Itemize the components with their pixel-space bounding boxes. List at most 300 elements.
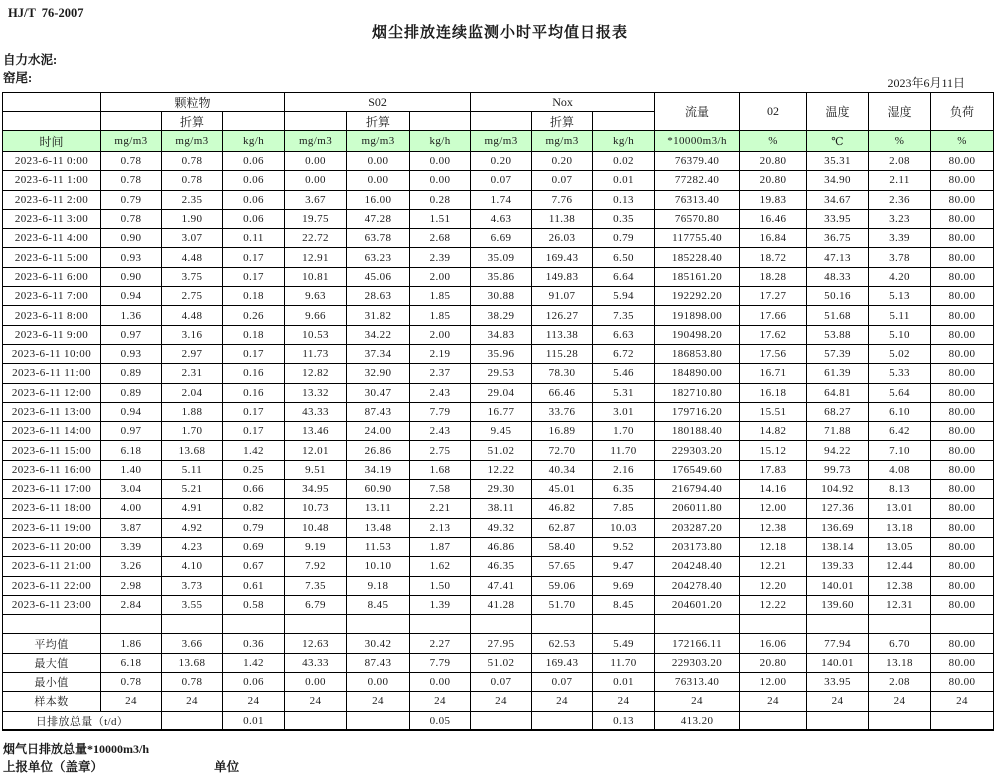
value-cell: 0.01	[223, 711, 285, 730]
value-cell: 80.00	[931, 171, 994, 190]
value-cell: 9.52	[593, 537, 655, 556]
value-cell: 6.42	[869, 422, 931, 441]
value-cell: 0.20	[532, 152, 593, 171]
value-cell: 0.82	[223, 499, 285, 518]
value-cell: 80.00	[931, 576, 994, 595]
value-cell: 5.46	[593, 364, 655, 383]
value-cell: 80.00	[931, 344, 994, 363]
value-cell: 5.11	[162, 460, 223, 479]
header-humidity: 湿度	[869, 93, 931, 131]
value-cell	[807, 711, 869, 730]
header-row-groups	[3, 93, 994, 112]
empty-cell	[593, 615, 655, 634]
value-cell: 203173.80	[655, 537, 740, 556]
value-cell: 2.97	[162, 344, 223, 363]
value-cell: 0.78	[101, 152, 162, 171]
daily-total-row	[3, 711, 994, 730]
value-cell: 80.00	[931, 325, 994, 344]
value-cell: 12.21	[740, 557, 807, 576]
value-cell: 12.22	[740, 595, 807, 614]
value-cell: 7.10	[869, 441, 931, 460]
value-cell: 51.02	[471, 653, 532, 672]
value-cell: 29.04	[471, 383, 532, 402]
value-cell: 51.68	[807, 306, 869, 325]
value-cell: 0.17	[223, 402, 285, 421]
value-cell: 11.53	[347, 537, 410, 556]
value-cell: 2.00	[410, 325, 471, 344]
time-cell: 2023-6-11 12:00	[3, 383, 101, 402]
value-cell: 72.70	[532, 441, 593, 460]
value-cell: 76313.40	[655, 190, 740, 209]
value-cell: 0.06	[223, 152, 285, 171]
value-cell: 45.06	[347, 267, 410, 286]
time-cell: 2023-6-11 8:00	[3, 306, 101, 325]
value-cell: 1.40	[101, 460, 162, 479]
value-cell: 4.48	[162, 306, 223, 325]
value-cell: 169.43	[532, 653, 593, 672]
value-cell: 16.06	[740, 634, 807, 653]
time-cell: 2023-6-11 16:00	[3, 460, 101, 479]
report-unit-label: 上报单位（盖章）	[3, 760, 104, 774]
value-cell: 24	[593, 692, 655, 711]
value-cell: 0.90	[101, 267, 162, 286]
value-cell: 80.00	[931, 248, 994, 267]
value-cell: 1.86	[101, 634, 162, 653]
daily-total-label: 日排放总量（t/d）	[3, 711, 162, 730]
value-cell: 2.43	[410, 383, 471, 402]
value-cell: 0.13	[593, 711, 655, 730]
value-cell: 0.90	[101, 229, 162, 248]
value-cell: 0.00	[285, 673, 347, 692]
unit-cell: %	[869, 131, 931, 152]
value-cell: 6.70	[869, 634, 931, 653]
value-cell: 3.73	[162, 576, 223, 595]
value-cell: 6.79	[285, 595, 347, 614]
empty-cell	[807, 615, 869, 634]
value-cell: 11.38	[532, 209, 593, 228]
value-cell: 10.73	[285, 499, 347, 518]
value-cell: 12.18	[740, 537, 807, 556]
value-cell: 13.68	[162, 441, 223, 460]
value-cell: 0.78	[101, 673, 162, 692]
table-row	[3, 557, 994, 576]
value-cell: 57.65	[532, 557, 593, 576]
unit-cell: %	[931, 131, 994, 152]
value-cell: 80.00	[931, 287, 994, 306]
value-cell	[869, 711, 931, 730]
summary-row	[3, 692, 994, 711]
value-cell: 77.94	[807, 634, 869, 653]
value-cell: 2.04	[162, 383, 223, 402]
value-cell: 3.23	[869, 209, 931, 228]
value-cell: 185228.40	[655, 248, 740, 267]
value-cell: 0.78	[162, 171, 223, 190]
value-cell: 0.17	[223, 422, 285, 441]
empty-cell	[223, 615, 285, 634]
value-cell: 57.39	[807, 344, 869, 363]
table-row	[3, 537, 994, 556]
value-cell: 179716.20	[655, 402, 740, 421]
value-cell: 2.36	[869, 190, 931, 209]
unit-cell: mg/m3	[101, 131, 162, 152]
value-cell: 126.27	[532, 306, 593, 325]
value-cell: 24	[285, 692, 347, 711]
value-cell: 24	[162, 692, 223, 711]
value-cell: 24	[347, 692, 410, 711]
value-cell: 11.70	[593, 441, 655, 460]
value-cell: 2.43	[410, 422, 471, 441]
time-cell: 2023-6-11 21:00	[3, 557, 101, 576]
value-cell: 0.79	[101, 190, 162, 209]
value-cell: 38.29	[471, 306, 532, 325]
value-cell: 4.63	[471, 209, 532, 228]
value-cell: 80.00	[931, 537, 994, 556]
value-cell: 184890.00	[655, 364, 740, 383]
value-cell: 169.43	[532, 248, 593, 267]
value-cell: 7.85	[593, 499, 655, 518]
value-cell: 3.75	[162, 267, 223, 286]
value-cell: 2.68	[410, 229, 471, 248]
time-cell: 2023-6-11 3:00	[3, 209, 101, 228]
value-cell: 5.10	[869, 325, 931, 344]
time-cell: 2023-6-11 15:00	[3, 441, 101, 460]
value-cell: 37.34	[347, 344, 410, 363]
value-cell: 7.35	[285, 576, 347, 595]
value-cell: 63.23	[347, 248, 410, 267]
unit-cell: *10000m3/h	[655, 131, 740, 152]
time-cell: 2023-6-11 17:00	[3, 480, 101, 499]
value-cell: 6.64	[593, 267, 655, 286]
value-cell: 91.07	[532, 287, 593, 306]
value-cell: 12.20	[740, 576, 807, 595]
value-cell: 0.78	[162, 152, 223, 171]
unit-cell: mg/m3	[471, 131, 532, 152]
summary-label: 平均值	[3, 634, 101, 653]
value-cell: 46.86	[471, 537, 532, 556]
value-cell: 1.51	[410, 209, 471, 228]
table-row	[3, 344, 994, 363]
value-cell: 31.82	[347, 306, 410, 325]
value-cell: 2.75	[162, 287, 223, 306]
value-cell: 5.11	[869, 306, 931, 325]
value-cell: 206011.80	[655, 499, 740, 518]
value-cell: 203287.20	[655, 518, 740, 537]
value-cell: 10.81	[285, 267, 347, 286]
table-row	[3, 460, 994, 479]
value-cell: 1.85	[410, 287, 471, 306]
value-cell: 8.45	[593, 595, 655, 614]
value-cell: 5.13	[869, 287, 931, 306]
value-cell: 24	[869, 692, 931, 711]
value-cell: 2.35	[162, 190, 223, 209]
value-cell: 24	[410, 692, 471, 711]
value-cell: 0.06	[223, 209, 285, 228]
value-cell: 127.36	[807, 499, 869, 518]
time-cell: 2023-6-11 5:00	[3, 248, 101, 267]
value-cell: 48.33	[807, 267, 869, 286]
value-cell: 2.31	[162, 364, 223, 383]
value-cell: 76379.40	[655, 152, 740, 171]
table-row	[3, 595, 994, 614]
table-row	[3, 209, 994, 228]
empty-cell	[655, 615, 740, 634]
time-cell: 2023-6-11 10:00	[3, 344, 101, 363]
value-cell: 0.06	[223, 673, 285, 692]
unit-cell: kg/h	[223, 131, 285, 152]
value-cell: 61.39	[807, 364, 869, 383]
value-cell: 80.00	[931, 518, 994, 537]
value-cell: 1.42	[223, 653, 285, 672]
value-cell: 17.56	[740, 344, 807, 363]
value-cell: 0.97	[101, 422, 162, 441]
header-blank	[3, 112, 101, 131]
value-cell: 0.07	[532, 171, 593, 190]
table-row	[3, 518, 994, 537]
value-cell: 30.88	[471, 287, 532, 306]
value-cell: 7.76	[532, 190, 593, 209]
value-cell: 0.13	[593, 190, 655, 209]
unit-cell: mg/m3	[347, 131, 410, 152]
value-cell: 22.72	[285, 229, 347, 248]
value-cell: 0.17	[223, 344, 285, 363]
time-cell: 2023-6-11 20:00	[3, 537, 101, 556]
value-cell: 1.36	[101, 306, 162, 325]
value-cell: 24.00	[347, 422, 410, 441]
value-cell: 71.88	[807, 422, 869, 441]
time-cell: 2023-6-11 13:00	[3, 402, 101, 421]
value-cell: 34.22	[347, 325, 410, 344]
value-cell: 0.79	[593, 229, 655, 248]
value-cell: 7.58	[410, 480, 471, 499]
header-blank	[101, 112, 162, 131]
value-cell: 2.13	[410, 518, 471, 537]
value-cell: 4.91	[162, 499, 223, 518]
value-cell: 80.00	[931, 460, 994, 479]
value-cell: 12.31	[869, 595, 931, 614]
value-cell: 1.87	[410, 537, 471, 556]
company-label: 自力水泥:	[3, 53, 58, 67]
value-cell: 13.18	[869, 653, 931, 672]
value-cell: 16.84	[740, 229, 807, 248]
header-o2: 02	[740, 93, 807, 131]
value-cell: 0.07	[532, 673, 593, 692]
value-cell: 1.90	[162, 209, 223, 228]
page-title: 烟尘排放连续监测小时平均值日报表	[371, 25, 628, 41]
header-nox: Nox	[471, 93, 655, 112]
value-cell: 43.33	[285, 653, 347, 672]
value-cell: 63.78	[347, 229, 410, 248]
empty-cell	[471, 615, 532, 634]
time-cell: 2023-6-11 19:00	[3, 518, 101, 537]
blank-row	[3, 615, 994, 634]
value-cell: 34.83	[471, 325, 532, 344]
value-cell: 47.13	[807, 248, 869, 267]
value-cell: 34.90	[807, 171, 869, 190]
time-cell: 2023-6-11 7:00	[3, 287, 101, 306]
value-cell: 2.16	[593, 460, 655, 479]
value-cell: 4.00	[101, 499, 162, 518]
value-cell: 0.28	[410, 190, 471, 209]
value-cell: 17.62	[740, 325, 807, 344]
value-cell: 6.18	[101, 653, 162, 672]
value-cell: 45.01	[532, 480, 593, 499]
value-cell: 47.28	[347, 209, 410, 228]
value-cell: 76570.80	[655, 209, 740, 228]
header-blank	[223, 112, 285, 131]
unit-cell: kg/h	[593, 131, 655, 152]
value-cell: 12.00	[740, 673, 807, 692]
value-cell: 80.00	[931, 653, 994, 672]
value-cell: 204248.40	[655, 557, 740, 576]
value-cell: 0.07	[471, 673, 532, 692]
value-cell: 113.38	[532, 325, 593, 344]
value-cell: 0.78	[162, 673, 223, 692]
value-cell: 229303.20	[655, 441, 740, 460]
value-cell: 0.16	[223, 383, 285, 402]
value-cell: 4.08	[869, 460, 931, 479]
value-cell: 0.17	[223, 267, 285, 286]
value-cell: 2.08	[869, 152, 931, 171]
value-cell: 2.37	[410, 364, 471, 383]
value-cell: 1.62	[410, 557, 471, 576]
summary-row	[3, 653, 994, 672]
value-cell: 13.11	[347, 499, 410, 518]
value-cell: 3.04	[101, 480, 162, 499]
value-cell: 35.31	[807, 152, 869, 171]
value-cell: 68.27	[807, 402, 869, 421]
value-cell: 16.77	[471, 402, 532, 421]
value-cell: 9.51	[285, 460, 347, 479]
value-cell: 9.69	[593, 576, 655, 595]
value-cell: 18.72	[740, 248, 807, 267]
summary-label: 最小值	[3, 673, 101, 692]
value-cell: 104.92	[807, 480, 869, 499]
value-cell: 0.00	[347, 152, 410, 171]
value-cell: 5.02	[869, 344, 931, 363]
time-cell: 2023-6-11 22:00	[3, 576, 101, 595]
value-cell: 2.27	[410, 634, 471, 653]
time-cell: 2023-6-11 6:00	[3, 267, 101, 286]
value-cell	[740, 711, 807, 730]
value-cell: 0.00	[285, 152, 347, 171]
value-cell: 35.09	[471, 248, 532, 267]
value-cell: 192292.20	[655, 287, 740, 306]
data-rows	[3, 152, 994, 731]
value-cell: 13.32	[285, 383, 347, 402]
flue-gas-total-note: 烟气日排放总量*10000m3/h	[3, 742, 150, 756]
value-cell: 7.79	[410, 653, 471, 672]
value-cell: 0.01	[593, 673, 655, 692]
value-cell: 3.39	[869, 229, 931, 248]
value-cell: 6.18	[101, 441, 162, 460]
value-cell: 20.80	[740, 171, 807, 190]
value-cell: 10.03	[593, 518, 655, 537]
value-cell: 62.53	[532, 634, 593, 653]
value-cell: 413.20	[655, 711, 740, 730]
value-cell: 14.16	[740, 480, 807, 499]
value-cell: 140.01	[807, 653, 869, 672]
value-cell: 7.92	[285, 557, 347, 576]
value-cell: 59.06	[532, 576, 593, 595]
value-cell: 13.48	[347, 518, 410, 537]
value-cell: 15.12	[740, 441, 807, 460]
header-converted-nox: 折算	[532, 112, 593, 131]
value-cell: 6.10	[869, 402, 931, 421]
value-cell: 11.70	[593, 653, 655, 672]
table-row	[3, 402, 994, 421]
value-cell: 20.80	[740, 653, 807, 672]
value-cell: 0.69	[223, 537, 285, 556]
value-cell: 53.88	[807, 325, 869, 344]
header-blank	[3, 93, 101, 112]
value-cell: 0.06	[223, 171, 285, 190]
value-cell: 136.69	[807, 518, 869, 537]
value-cell: 0.78	[101, 171, 162, 190]
value-cell: 0.79	[223, 518, 285, 537]
value-cell: 4.92	[162, 518, 223, 537]
value-cell: 80.00	[931, 402, 994, 421]
value-cell: 3.67	[285, 190, 347, 209]
value-cell: 80.00	[931, 480, 994, 499]
value-cell: 2.08	[869, 673, 931, 692]
value-cell: 9.18	[347, 576, 410, 595]
empty-cell	[347, 615, 410, 634]
value-cell: 35.86	[471, 267, 532, 286]
value-cell: 58.40	[532, 537, 593, 556]
value-cell: 16.89	[532, 422, 593, 441]
value-cell: 80.00	[931, 152, 994, 171]
value-cell: 80.00	[931, 595, 994, 614]
value-cell: 190498.20	[655, 325, 740, 344]
value-cell: 0.61	[223, 576, 285, 595]
value-cell: 6.50	[593, 248, 655, 267]
value-cell: 229303.20	[655, 653, 740, 672]
value-cell: 35.96	[471, 344, 532, 363]
value-cell: 17.66	[740, 306, 807, 325]
value-cell: 172166.11	[655, 634, 740, 653]
value-cell: 6.72	[593, 344, 655, 363]
time-cell: 2023-6-11 1:00	[3, 171, 101, 190]
value-cell: 5.64	[869, 383, 931, 402]
value-cell: 3.26	[101, 557, 162, 576]
value-cell	[471, 711, 532, 730]
value-cell: 5.49	[593, 634, 655, 653]
value-cell: 0.00	[410, 673, 471, 692]
value-cell: 115.28	[532, 344, 593, 363]
value-cell: 0.11	[223, 229, 285, 248]
value-cell: 6.69	[471, 229, 532, 248]
value-cell: 6.63	[593, 325, 655, 344]
value-cell: 2.75	[410, 441, 471, 460]
value-cell: 24	[807, 692, 869, 711]
table-row	[3, 325, 994, 344]
value-cell: 33.95	[807, 673, 869, 692]
value-cell: 0.93	[101, 248, 162, 267]
value-cell: 0.20	[471, 152, 532, 171]
value-cell: 9.66	[285, 306, 347, 325]
header-so2: S02	[285, 93, 471, 112]
value-cell: 41.28	[471, 595, 532, 614]
empty-cell	[3, 615, 101, 634]
table-row	[3, 480, 994, 499]
value-cell: 32.90	[347, 364, 410, 383]
value-cell: 26.03	[532, 229, 593, 248]
value-cell: 182710.80	[655, 383, 740, 402]
value-cell: 34.67	[807, 190, 869, 209]
value-cell: 16.18	[740, 383, 807, 402]
value-cell: 0.00	[285, 171, 347, 190]
value-cell: 99.73	[807, 460, 869, 479]
